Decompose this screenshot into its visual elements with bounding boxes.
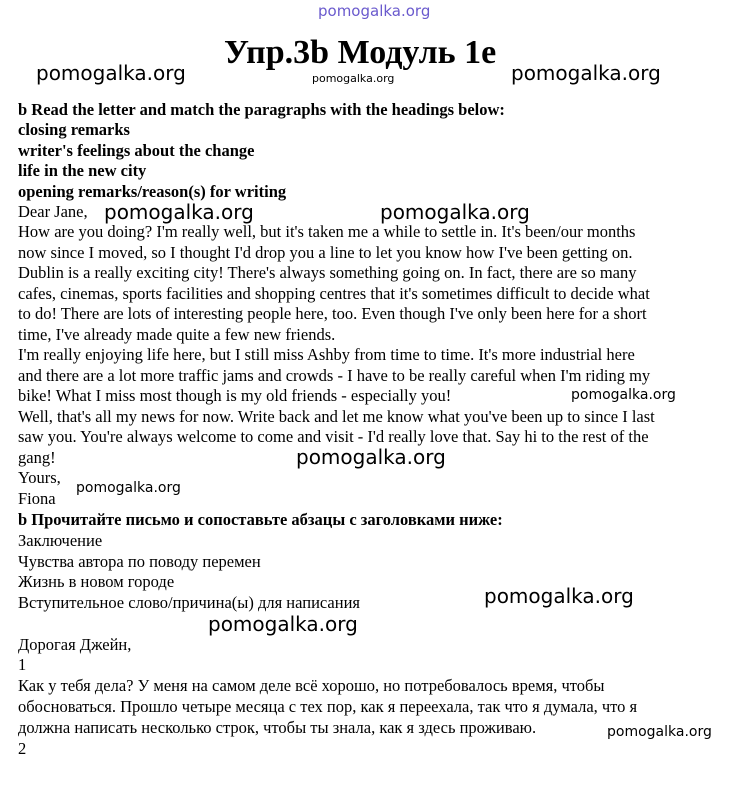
heading-ru: Заключение	[18, 531, 103, 550]
letter-line-ru: обосноваться. Прошло четыре месяца с тех пор, как я переехала, так что я думала, что я	[18, 697, 638, 716]
watermark: pomogalka.org	[208, 612, 358, 636]
instruction-en: b Read the letter and match the paragraphs with the headings below:	[18, 100, 505, 119]
watermark: pomogalka.org	[380, 200, 530, 224]
watermark: pomogalka.org	[511, 61, 661, 85]
letter-line: to do! There are lots of interesting people here, too. Even though I've only been here for a short	[18, 304, 647, 323]
letter-line: saw you. You're always welcome to come and visit - I'd really love that. Say hi to the rest of the	[18, 427, 649, 446]
paragraph-number: 2	[18, 739, 27, 758]
page-title: Упр.3b Модуль 1е	[224, 34, 497, 71]
letter-line: gang!	[18, 448, 56, 467]
watermark-top: pomogalka.org	[318, 2, 431, 20]
letter-line-ru: Как у тебя дела? У меня на самом деле всё хорошо, но потребовалось время, чтобы	[18, 676, 605, 695]
signature-en: Fiona	[18, 489, 56, 508]
closing-en: Yours,	[18, 468, 61, 487]
letter-line: Well, that's all my news for now. Write back and let me know what you've been up to since I last	[18, 407, 655, 426]
salutation-en: Dear Jane,	[18, 202, 88, 221]
watermark: pomogalka.org	[484, 584, 634, 608]
salutation-ru: Дорогая Джейн,	[18, 635, 132, 654]
watermark: pomogalka.org	[296, 445, 446, 469]
instruction-ru: b Прочитайте письмо и сопоставьте абзацы с заголовками ниже:	[18, 510, 503, 529]
letter-line: I'm really enjoying life here, but I still miss Ashby from time to time. It's more industrial here	[18, 345, 635, 364]
watermark: pomogalka.org	[104, 200, 254, 224]
letter-line: time, I've already made quite a few new friends.	[18, 325, 336, 344]
letter-line: How are you doing? I'm really well, but it's taken me a while to settle in. It's been/our months	[18, 222, 636, 241]
letter-line: cafes, cinemas, sports facilities and shopping centres that it's sometimes difficult to decide what	[18, 284, 650, 303]
letter-line: bike! What I miss most though is my old friends - especially you!	[18, 386, 452, 405]
watermark: pomogalka.org	[607, 724, 712, 740]
watermark: pomogalka.org	[36, 61, 186, 85]
heading-en: life in the new city	[18, 161, 147, 180]
heading-ru: Жизнь в новом городе	[18, 572, 175, 591]
heading-en: opening remarks/reason(s) for writing	[18, 182, 287, 201]
paragraph-number: 1	[18, 655, 27, 674]
heading-ru: Чувства автора по поводу перемен	[18, 552, 261, 571]
letter-line: and there are a lot more traffic jams and crowds - I have to be really careful when I'm riding my	[18, 366, 651, 385]
heading-en: closing remarks	[18, 120, 130, 139]
watermark: pomogalka.org	[76, 480, 181, 496]
letter-line-ru: должна написать несколько строк, чтобы ты знала, как я здесь проживаю.	[18, 718, 537, 737]
watermark: pomogalka.org	[312, 72, 395, 85]
letter-line: now since I moved, so I thought I'd drop you a line to let you know how I've been getting on.	[18, 243, 633, 262]
heading-ru: Вступительное слово/причина(ы) для написания	[18, 593, 361, 612]
heading-en: writer's feelings about the change	[18, 141, 255, 160]
letter-line: Dublin is a really exciting city! There's always something going on. In fact, there are so many	[18, 263, 637, 282]
watermark: pomogalka.org	[571, 387, 676, 403]
